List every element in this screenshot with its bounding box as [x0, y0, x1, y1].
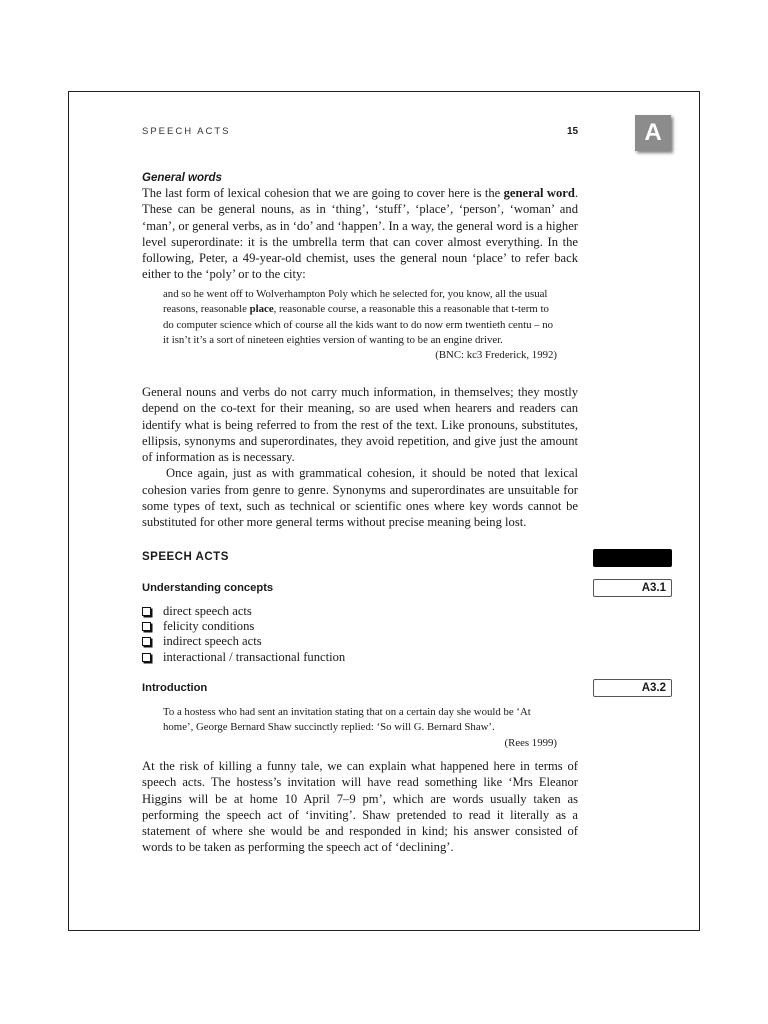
running-head: SPEECH ACTS: [142, 126, 231, 137]
understanding-concepts-heading: Understanding concepts: [142, 582, 274, 594]
section-tab: A: [635, 115, 671, 151]
list-item: [142, 650, 345, 665]
concept-list: [142, 604, 345, 665]
checkbox-bullet-icon: [142, 607, 151, 616]
list-item-label: felicity conditions: [163, 619, 255, 634]
list-item-label: direct speech acts: [163, 604, 252, 618]
paragraph: General nouns and verbs do not carry much information, in themselves; they mostly depend on the co-text for their meaning, so are used when hearers and readers can identify what is being referred to from the rest of the text. Like pronouns, substitutes, ellipsis, synonyms and superordinates, they avoid repetition, and give just the amount of information as is necessary.: [142, 385, 578, 465]
checkbox-bullet-icon: [142, 637, 151, 646]
general-words-heading: General words: [142, 172, 222, 184]
quote-citation: (BNC: kc3 Frederick, 1992): [435, 349, 557, 362]
paragraph: Once again, just as with grammatical cohesion, it should be noted that lexical cohesion varies from genre to genre. Synonyms and superordinates are unsuitable for some types of text, such as technical or scientific ones where key words cannot be substituted for other more general terms without precise meaning being lost.: [142, 466, 578, 530]
introduction-paragraph: [142, 758, 578, 856]
paragraph: At the risk of killing a funny tale, we can explain what happened here in terms of speech acts. The hostess’s invitation will have read something like ‘Mrs Eleanor Higgins will be at home 10 April 7–9 pm’, which are words usually taken as performing the speech act of ‘inviting’. Shaw pretended to read it literally as a statement of where she would be and responded in kind; his answer consisted of words to be taken as performing the speech act of ‘declining’.: [142, 759, 578, 855]
text-run: and so he went off to Wolverhampton Poly which he selected for, you know, all the usual reasons, reasonable: [163, 288, 548, 316]
general-words-paragraph-1: [142, 185, 578, 283]
text-run: The last form of lexical cohesion that we are going to cover here is the: [142, 186, 504, 200]
term-emphasis: place: [249, 303, 274, 316]
unit-label-a3-2: A3.2: [593, 679, 672, 697]
list-item: [142, 604, 345, 619]
peter-quote: [163, 287, 557, 363]
section-bar: [593, 549, 672, 567]
introduction-heading: Introduction: [142, 682, 208, 694]
section-heading: SPEECH ACTS: [142, 551, 229, 563]
list-item-label: indirect speech acts: [163, 634, 262, 649]
checkbox-bullet-icon: [142, 622, 151, 631]
unit-label-a3-1: A3.1: [593, 579, 672, 597]
text-run: , reasonable course, a reasonable this a reasonable that t-term to do computer science which of course all the kids want to do now erm twentieth centu – no it isn’t it’s a sort of nineteen eighties version of wanting to be an engine driver.: [163, 303, 554, 346]
quote-text: To a hostess who had sent an invitation stating that on a certain day she would be ‘At home’, George Bernard Shaw succinctly replied: ‘So will G. Bernard Shaw’.: [163, 706, 531, 734]
text-run: . These can be general nouns, as in ‘thing’, ‘stuff’, ‘place’, ‘person’, ‘woman’ and ‘man’, or general verbs, as in ‘do’ and ‘happen’. In a way, the general word is a higher level superordinate: it is the umbrella term that can cover almost everything. In the following, Peter, a 49-year-old chemist, uses the general noun ‘place’ to refer back either to the ‘poly’ or to the city:: [142, 186, 578, 282]
list-item-label: interactional / transactional function: [163, 649, 346, 664]
shaw-quote: [163, 705, 557, 751]
term-emphasis: general word: [503, 186, 575, 200]
page-number: 15: [567, 126, 579, 137]
checkbox-bullet-icon: [142, 653, 151, 662]
list-item: [142, 619, 345, 634]
quote-citation: (Rees 1999): [504, 736, 557, 749]
list-item: [142, 634, 345, 649]
general-words-paragraph-2: [142, 384, 578, 531]
